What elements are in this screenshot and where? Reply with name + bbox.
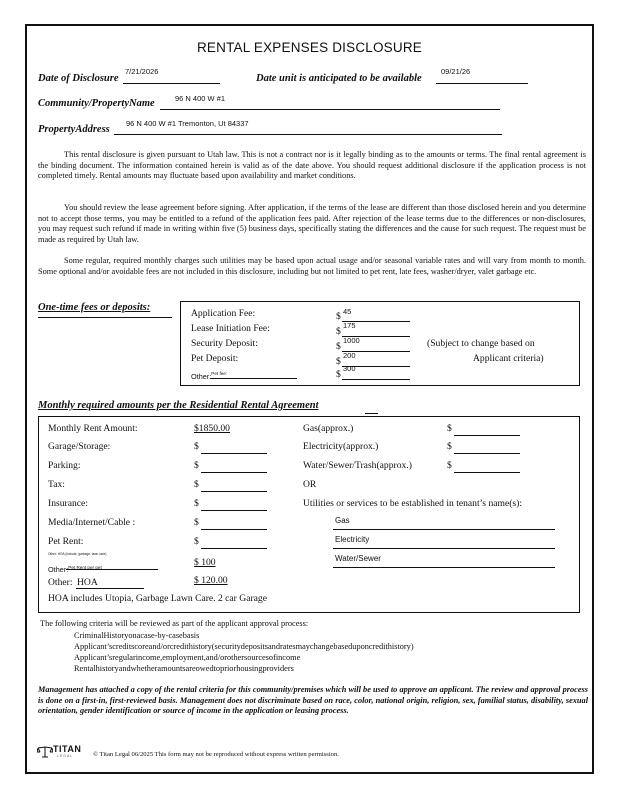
monthly-amounts-heading: Monthly required amounts per the Residential Rental Agreement	[38, 400, 319, 411]
other-fee-label-underline	[210, 378, 297, 379]
disclosure-paragraph-3: Some regular, required monthly charges such utilities may be based upon actual usage and/or seasonal variable rates and will vary from month to month. Some optional and/or avoidable fees are not included in this disclosure, including but not limited to pet rent, late fees, washer/dryer, valet garbage etc.	[38, 256, 586, 276]
tenant-utility-water-sewer[interactable]: Water/Sewer	[335, 554, 381, 563]
footer-copyright: © Titan Legal 06/2025 This form may not be reproduced without express written permission.	[93, 751, 339, 758]
garage-storage-dollar: $	[194, 441, 199, 452]
lease-initiation-fee-value[interactable]: 175	[343, 321, 356, 330]
monthly-rent-value[interactable]: $1850.00	[194, 423, 230, 434]
titan-logo-text: TITAN	[53, 744, 82, 754]
tenant-utility-electricity-underline	[333, 548, 555, 549]
pet-rent-label: Pet Rent:	[48, 536, 84, 547]
pet-rent-dollar: $	[194, 536, 199, 547]
management-notice: Management has attached a copy of the rental criteria for this community/premises which will be used to approve an applicant. The review and approval process is done on a first-in, first-reviewed basis. Management does not discriminate based on race, color, national origin, religion, sex, familial status, disability, sexual orientation, gender identification or source of income in the application or leasing process.	[38, 685, 588, 715]
parking-label: Parking:	[48, 460, 81, 471]
pet-rent-underline[interactable]	[201, 548, 267, 549]
application-fee-value[interactable]: 45	[343, 307, 352, 316]
lease-initiation-fee-label: Lease Initiation Fee:	[191, 323, 270, 334]
titan-logo-subtext: LEGAL	[57, 754, 74, 758]
tenant-utility-gas[interactable]: Gas	[335, 516, 350, 525]
gas-approx-dollar: $	[447, 423, 452, 434]
garage-storage-label: Garage/Storage:	[48, 441, 111, 452]
other-fee-label: Other:	[191, 372, 212, 381]
criteria-item-2: Applicant’screditscoreand/orcredithistory(securitydepositsandratesmaychangebaseduponcredithistory)	[74, 642, 414, 651]
one-time-fees-heading: One-time fees or deposits:	[38, 302, 151, 313]
other-hoa-label: Other:	[48, 577, 73, 588]
gas-approx-underline[interactable]	[454, 435, 520, 436]
disclosure-paragraph-2: You should review the lease agreement before signing. After application, if the terms of the lease are different than those disclosed herein and you determine not to accept those terms, you may be entitled to a refund of the application fees paid. After rejection of the lease terms due to the differences or non-disclosures, you may request such refund if made in writing within five (5) business days, specifically stating the differences and the cause for such request. The request must be made as required by Utah law.	[38, 203, 586, 244]
security-deposit-label: Security Deposit:	[191, 338, 258, 349]
date-of-disclosure-value[interactable]: 7/21/2026	[125, 67, 159, 76]
disclosure-paragraph-1: This rental disclosure is given pursuant to Utah law. This is not a contract nor is it legally binding as to the amounts or terms. The final rental agreement is the binding document. The information contained herein is valid as of the date above. You should request additional disclosure if the application process is not completed timely. Rental amounts may fluctuate based upon availability and market conditions.	[38, 150, 586, 181]
criteria-item-4: Rentalhistoryandwhetheramountsareowedtopriorhousingproviders	[74, 664, 294, 673]
tax-dollar: $	[194, 479, 199, 490]
pet-deposit-label: Pet Deposit:	[191, 353, 239, 364]
garage-storage-underline[interactable]	[201, 453, 267, 454]
other-fee-value[interactable]: 300	[343, 364, 356, 373]
other-pet-rent-sublabel: Pet Rent per pet	[68, 565, 102, 570]
monthly-amounts-box	[38, 416, 580, 613]
water-sewer-trash-underline[interactable]	[454, 472, 520, 473]
monthly-rent-label: Monthly Rent Amount:	[48, 423, 138, 434]
water-sewer-trash-label: Water/Sewer/Trash(approx.)	[303, 460, 412, 471]
criteria-item-1: CriminalHistoryonacase-by-casebasis	[74, 631, 200, 640]
address-label: PropertyAddress	[38, 124, 110, 135]
electricity-approx-underline[interactable]	[454, 453, 520, 454]
one-time-fees-box	[180, 301, 580, 386]
tax-underline[interactable]	[201, 491, 267, 492]
other-pet-rent-label: Other:	[48, 565, 69, 574]
other-pet-rent-label-group	[48, 559, 102, 577]
monthly-heading-underline-extension	[365, 413, 378, 414]
other-hoa-small-label: Other: HOA (include, garbage, lawn care)	[48, 552, 107, 556]
community-value[interactable]: 96 N 400 W #1	[175, 94, 226, 103]
subject-to-change-note-1: (Subject to change based on	[427, 338, 535, 349]
media-internet-label: Media/Internet/Cable :	[48, 517, 136, 528]
tenant-utility-gas-underline	[333, 529, 555, 530]
criteria-item-3: Applicant’sregularincome,employment,and/orothersourcesofincome	[74, 653, 301, 662]
water-sewer-trash-dollar: $	[447, 460, 452, 471]
parking-dollar: $	[194, 460, 199, 471]
hoa-includes-note: HOA includes Utopia, Garbage Lawn Care. 2 car Garage	[48, 593, 267, 604]
date-available-label: Date unit is anticipated to be available	[256, 73, 422, 84]
electricity-approx-dollar: $	[447, 441, 452, 452]
lease-fee-dollar: $	[336, 326, 341, 337]
other-pet-rent-underline	[66, 569, 158, 570]
other-pet-rent-value[interactable]: $ 100	[194, 557, 216, 568]
pet-deposit-dollar: $	[336, 356, 341, 367]
one-time-heading-underline	[38, 317, 172, 318]
insurance-label: Insurance:	[48, 498, 88, 509]
date-of-disclosure-label: Date of Disclosure	[38, 73, 119, 84]
date-of-disclosure-underline	[123, 83, 220, 84]
pet-deposit-value[interactable]: 200	[343, 351, 356, 360]
parking-underline[interactable]	[201, 472, 267, 473]
other-fee-sublabel: Pet fee:	[211, 371, 228, 376]
application-fee-dollar: $	[336, 311, 341, 322]
insurance-dollar: $	[194, 498, 199, 509]
tenant-utility-water-sewer-underline	[333, 567, 555, 568]
or-label: OR	[303, 479, 317, 490]
criteria-intro: The following criteria will be reviewed as part of the applicant approval process:	[40, 619, 309, 628]
address-underline	[114, 134, 502, 135]
other-hoa-value[interactable]: $ 120.00	[194, 575, 228, 586]
subject-to-change-note-2: Applicant criteria)	[473, 353, 544, 364]
other-fee-underline	[342, 379, 410, 380]
other-hoa-text[interactable]: HOA	[77, 577, 98, 588]
gas-approx-label: Gas(approx.)	[303, 423, 354, 434]
date-available-value[interactable]: 09/21/26	[441, 67, 471, 76]
security-deposit-dollar: $	[336, 341, 341, 352]
tenant-utilities-label: Utilities or services to be established in tenant’s name(s):	[303, 498, 523, 509]
tax-label: Tax:	[48, 479, 65, 490]
media-internet-underline[interactable]	[201, 529, 267, 530]
security-deposit-value[interactable]: 1000	[343, 336, 360, 345]
date-available-underline	[436, 83, 528, 84]
other-hoa-underline	[76, 588, 144, 589]
media-internet-dollar: $	[194, 517, 199, 528]
address-value[interactable]: 96 N 400 W #1 Tremonton, Ut 84337	[126, 119, 249, 128]
insurance-underline[interactable]	[201, 510, 267, 511]
titan-legal-logo	[37, 744, 82, 763]
community-underline	[160, 109, 500, 110]
community-label: Community/PropertyName	[38, 98, 155, 109]
application-fee-label: Application Fee:	[191, 308, 256, 319]
other-fee-dollar: $	[336, 369, 341, 380]
tenant-utility-electricity[interactable]: Electricity	[335, 535, 370, 544]
other-fee-label-group	[191, 366, 227, 384]
titan-scale-icon	[37, 746, 53, 758]
form-page	[25, 24, 594, 774]
form-title: RENTAL EXPENSES DISCLOSURE	[196, 40, 422, 55]
electricity-approx-label: Electricity(approx.)	[303, 441, 379, 452]
